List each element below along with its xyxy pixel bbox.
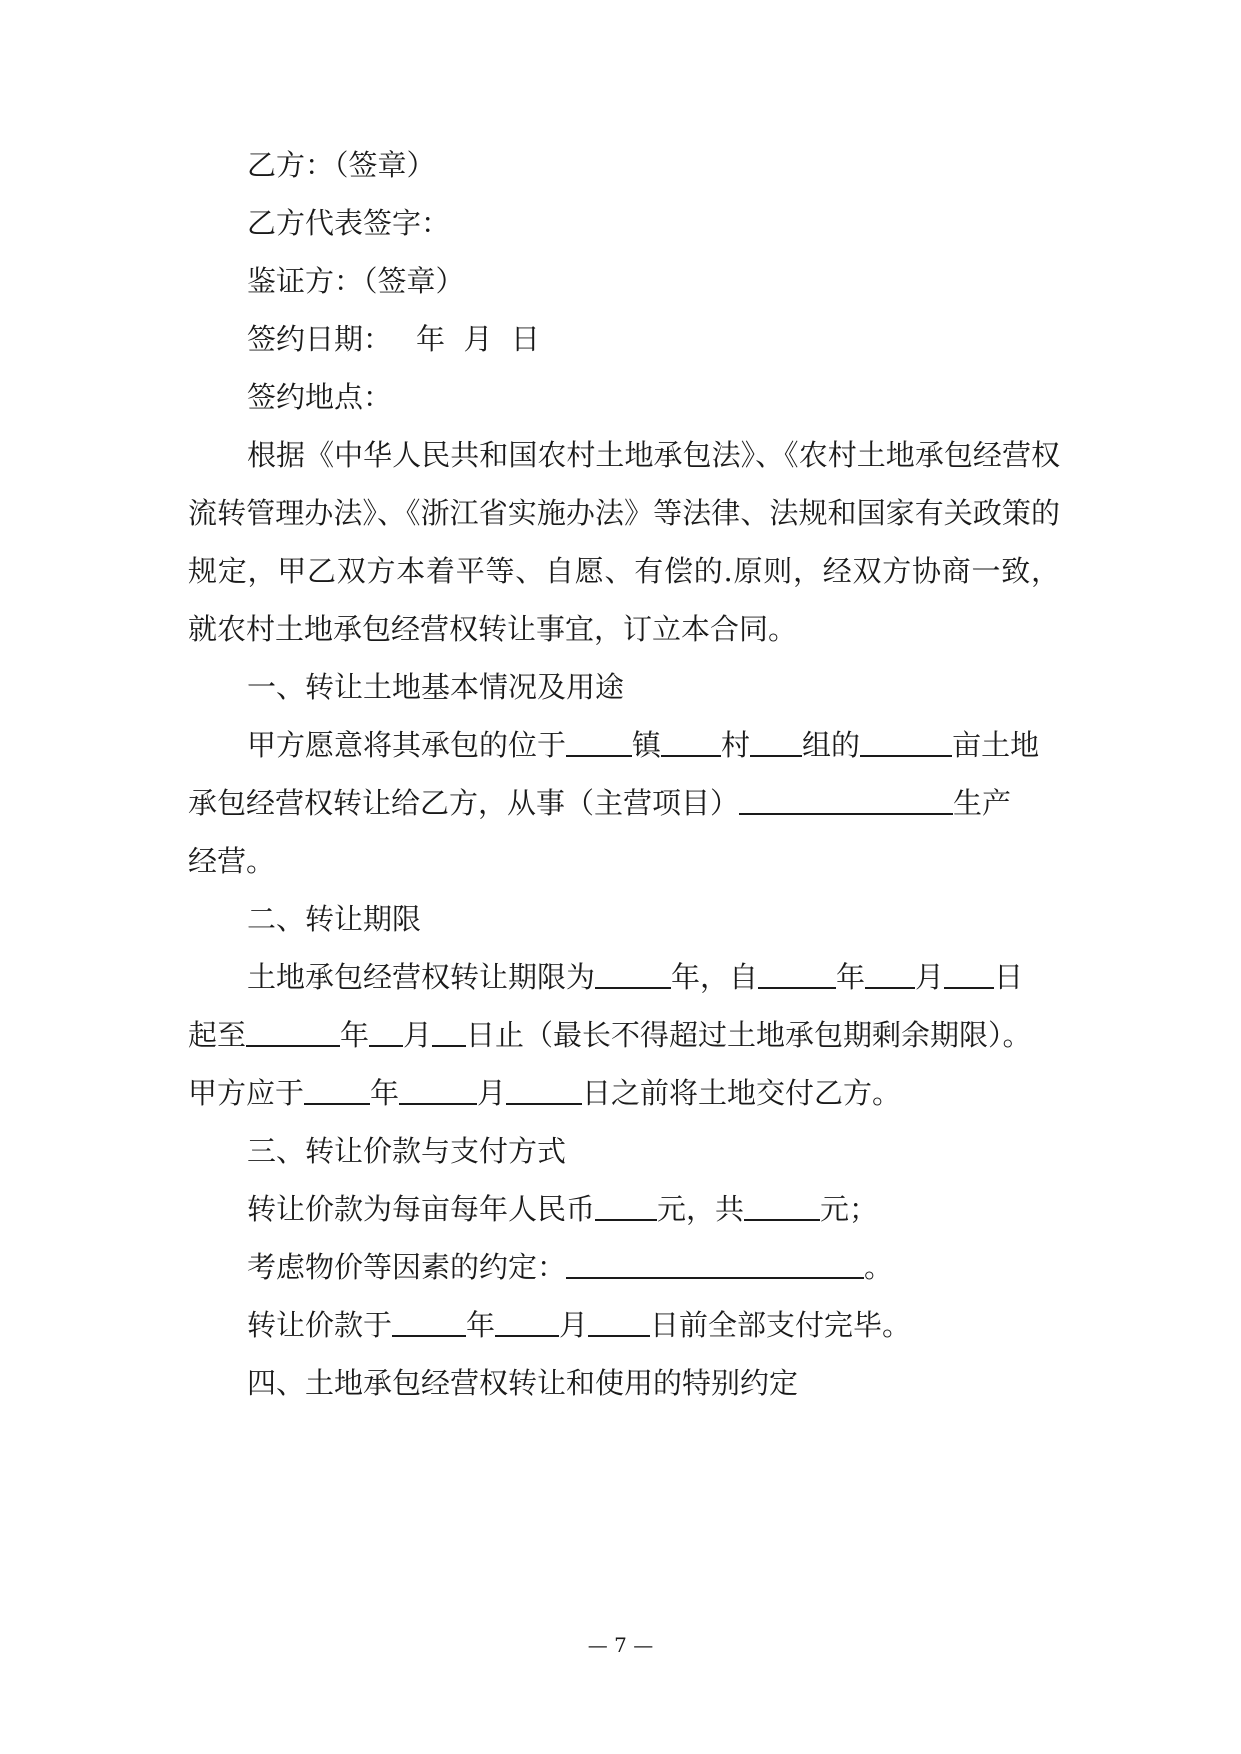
section3-heading: 三、转让价款与支付方式: [247, 1134, 567, 1168]
area-blank: [860, 725, 952, 757]
end-month-blank: [369, 1015, 403, 1047]
section3-para2: [247, 1247, 1060, 1287]
section2-p3-text2: 年: [370, 1076, 400, 1110]
section1-para1: [247, 725, 1060, 765]
section3-p1-text1: 转让价款为每亩每年人民币: [247, 1192, 596, 1226]
preamble-line-4: 就农村土地承包经营权转让事宜，订立本合同。: [188, 612, 798, 646]
section3-p1-text3: 元；: [820, 1192, 879, 1226]
section1-heading: 一、转让土地基本情况及用途: [247, 670, 625, 704]
witness-seal-line: 鉴证方：（签章）: [247, 264, 465, 298]
total-price-blank: [744, 1189, 820, 1221]
section2-p1-text1: 土地承包经营权转让期限为: [247, 960, 596, 994]
section4-heading: 四、土地承包经营权转让和使用的特别约定: [247, 1366, 799, 1400]
delivery-year-blank: [304, 1073, 370, 1105]
section2-heading: 二、转让期限: [247, 902, 422, 936]
section2-p1-text3: 年: [836, 960, 866, 994]
section2-para2: [188, 1015, 1060, 1055]
sign-date-fields: 年 月 日: [416, 322, 540, 356]
section2-p2-text1: 起至: [188, 1018, 247, 1052]
term-years-blank: [595, 957, 671, 989]
section2-p1-text2: 年，自: [671, 960, 759, 994]
sign-date-label: 签约日期：: [247, 322, 393, 356]
section3-p3-text3: 月: [559, 1308, 589, 1342]
payment-day-blank: [588, 1305, 650, 1337]
payment-year-blank: [392, 1305, 466, 1337]
section3-p1-text2: 元，共: [657, 1192, 745, 1226]
section3-p3-text1: 转让价款于: [247, 1308, 393, 1342]
town-blank: [566, 725, 632, 757]
price-factor-blank: [566, 1247, 864, 1279]
end-year-blank: [246, 1015, 340, 1047]
section3-p2-text1: 考虑物价等因素的约定：: [247, 1250, 567, 1284]
section2-p2-text2: 年: [340, 1018, 370, 1052]
preamble-line-1: 根据《中华人民共和国农村土地承包法》、《农村土地承包经营权: [247, 438, 1060, 472]
section3-p3-text2: 年: [466, 1308, 496, 1342]
section3-p2-text2: 。: [864, 1250, 894, 1284]
section1-p1-text3: 村: [721, 728, 751, 762]
section1-para2: [188, 783, 1060, 823]
section2-p1-text5: 日: [994, 960, 1024, 994]
party-b-seal-line: 乙方：（签章）: [247, 148, 436, 182]
start-year-blank: [758, 957, 836, 989]
delivery-day-blank: [506, 1073, 582, 1105]
section1-p1-text4: 组的: [802, 728, 861, 762]
section1-p2-text1: 承包经营权转让给乙方，从事（主营项目）: [188, 786, 740, 820]
section2-p3-text1: 甲方应于: [188, 1076, 305, 1110]
section2-p3-text4: 日之前将土地交付乙方。: [582, 1076, 902, 1110]
section1-p2-text2: 生产: [953, 786, 1012, 820]
section2-para3: [188, 1073, 1060, 1113]
price-per-mu-blank: [595, 1189, 657, 1221]
section1-p1-text5: 亩土地: [952, 728, 1040, 762]
section1-para3: 经营。: [188, 844, 276, 878]
section3-para1: [247, 1189, 1060, 1229]
village-blank: [661, 725, 721, 757]
section2-p2-text4: 日止（最长不得超过土地承包期剩余期限）。: [466, 1018, 1032, 1052]
page-number: — 7 —: [587, 1633, 654, 1657]
main-project-blank: [739, 783, 953, 815]
section1-p1-text1: 甲方愿意将其承包的位于: [247, 728, 567, 762]
sign-date-line: [247, 319, 1060, 359]
start-day-blank: [944, 957, 994, 989]
group-blank: [750, 725, 802, 757]
section2-p2-text3: 月: [403, 1018, 433, 1052]
preamble-line-3: 规定，甲乙双方本着平等、自愿、有偿的.原则，经双方协商一致，: [188, 554, 1060, 588]
payment-month-blank: [495, 1305, 559, 1337]
party-b-rep-sign-line: 乙方代表签字：: [247, 206, 451, 240]
section1-p1-text2: 镇: [632, 728, 662, 762]
sign-place-line: 签约地点：: [247, 380, 393, 414]
section3-p3-text4: 日前全部支付完毕。: [650, 1308, 912, 1342]
delivery-month-blank: [399, 1073, 477, 1105]
section3-para3: [247, 1305, 1060, 1345]
section2-para1: [247, 957, 1060, 997]
start-month-blank: [865, 957, 915, 989]
preamble-line-2: 流转管理办法》、《浙江省实施办法》等法律、法规和国家有关政策的: [188, 496, 1060, 530]
section2-p3-text3: 月: [477, 1076, 507, 1110]
section2-p1-text4: 月: [915, 960, 945, 994]
end-day-blank: [432, 1015, 466, 1047]
